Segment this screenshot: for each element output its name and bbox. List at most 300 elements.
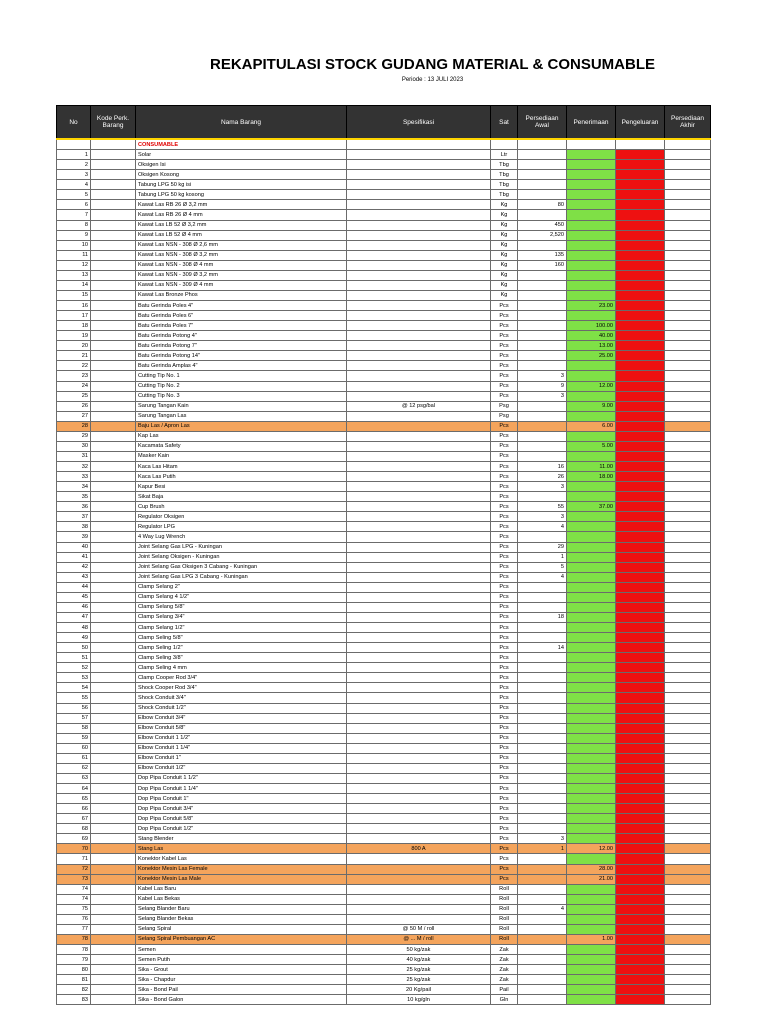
cell-persediaan-awal: 3 xyxy=(518,834,567,844)
cell-kode xyxy=(91,250,136,260)
cell-pengeluaran xyxy=(616,602,665,612)
cell-penerimaan xyxy=(567,723,616,733)
cell-sat: Pcs xyxy=(491,331,518,341)
cell-pengeluaran xyxy=(616,663,665,673)
cell-spesifikasi xyxy=(347,250,491,260)
cell-kode xyxy=(91,492,136,502)
cell-no: 82 xyxy=(57,985,91,995)
cell-spesifikasi xyxy=(347,270,491,280)
cell-persediaan-akhir xyxy=(665,592,711,602)
cell-kode xyxy=(91,914,136,924)
cell-no: 60 xyxy=(57,743,91,753)
cell-pengeluaran xyxy=(616,733,665,743)
table-row xyxy=(57,502,711,512)
cell-spesifikasi xyxy=(347,240,491,250)
cell-sat: Pcs xyxy=(491,612,518,622)
cell-persediaan-akhir xyxy=(665,673,711,683)
cell-kode xyxy=(91,411,136,421)
cell-persediaan-awal xyxy=(518,894,567,904)
cell-no: 8 xyxy=(57,220,91,230)
report-title: REKAPITULASI STOCK GUDANG MATERIAL & CONSUMABLE xyxy=(209,56,655,73)
cell-spesifikasi xyxy=(347,894,491,904)
cell-kode xyxy=(91,331,136,341)
cell-sat: Pcs xyxy=(491,703,518,713)
cell-persediaan-akhir xyxy=(665,985,711,995)
cell-nama-barang: Shock Conduit 3/4" xyxy=(136,693,347,703)
cell-pengeluaran xyxy=(616,532,665,542)
cell-persediaan-akhir xyxy=(665,280,711,290)
cell-persediaan-awal: 1 xyxy=(518,844,567,854)
cell-nama-barang: Joint Selang Oksigen - Kuningan xyxy=(136,552,347,562)
cell-sat: Pcs xyxy=(491,784,518,794)
cell-pengeluaran xyxy=(616,492,665,502)
cell-pengeluaran xyxy=(616,612,665,622)
cell-spesifikasi xyxy=(347,180,491,190)
cell-spesifikasi xyxy=(347,784,491,794)
cell-persediaan-akhir xyxy=(665,341,711,351)
cell-sat: Roll xyxy=(491,914,518,924)
cell-sat: Pcs xyxy=(491,693,518,703)
table-row xyxy=(57,301,711,311)
cell-pengeluaran xyxy=(616,673,665,683)
table-row xyxy=(57,210,711,220)
cell-persediaan-akhir xyxy=(665,562,711,572)
cell-pengeluaran xyxy=(616,462,665,472)
cell-nama-barang: Kaca Las Hitam xyxy=(136,462,347,472)
cell-persediaan-akhir xyxy=(665,441,711,451)
cell-no: 74 xyxy=(57,894,91,904)
cell-penerimaan xyxy=(567,894,616,904)
cell-penerimaan: 37.00 xyxy=(567,502,616,512)
cell-no: 47 xyxy=(57,612,91,622)
cell-no: 35 xyxy=(57,492,91,502)
cell-persediaan-akhir xyxy=(665,653,711,663)
cell-penerimaan xyxy=(567,592,616,602)
cell-nama-barang: Cutting Tip No. 3 xyxy=(136,391,347,401)
cell-sat: Pcs xyxy=(491,602,518,612)
cell-no: 57 xyxy=(57,713,91,723)
cell-nama-barang: Cutting Tip No. 2 xyxy=(136,381,347,391)
cell-no: 25 xyxy=(57,391,91,401)
cell-persediaan-awal: 4 xyxy=(518,522,567,532)
col-header-nama: Nama Barang xyxy=(136,106,347,140)
cell-no: 31 xyxy=(57,451,91,461)
cell-sat: Pcs xyxy=(491,874,518,884)
cell-persediaan-akhir xyxy=(665,713,711,723)
cell-kode xyxy=(91,311,136,321)
table-body xyxy=(57,139,711,1005)
cell-persediaan-awal: 16 xyxy=(518,462,567,472)
table-row xyxy=(57,451,711,461)
cell-persediaan-awal xyxy=(518,743,567,753)
cell-pengeluaran xyxy=(616,894,665,904)
cell-pengeluaran xyxy=(616,502,665,512)
cell-penerimaan: 28.00 xyxy=(567,864,616,874)
cell-pengeluaran xyxy=(616,693,665,703)
cell-no: 71 xyxy=(57,854,91,864)
section-row xyxy=(57,139,711,150)
cell-spesifikasi xyxy=(347,351,491,361)
cell-nama-barang: Clamp Seling 4 mm xyxy=(136,663,347,673)
cell-spesifikasi xyxy=(347,431,491,441)
cell-sat: Pcs xyxy=(491,854,518,864)
cell-nama-barang: Semen Putih xyxy=(136,955,347,965)
cell-pengeluaran xyxy=(616,723,665,733)
table-row xyxy=(57,834,711,844)
cell-persediaan-akhir xyxy=(665,321,711,331)
cell-persediaan-awal xyxy=(518,683,567,693)
cell-nama-barang: Sika - Chapdur xyxy=(136,975,347,985)
cell-no: 66 xyxy=(57,804,91,814)
cell-no: 4 xyxy=(57,180,91,190)
cell-no: 77 xyxy=(57,924,91,934)
cell-nama-barang: Kaca Las Putih xyxy=(136,472,347,482)
stock-table xyxy=(56,105,711,1005)
cell-penerimaan xyxy=(567,512,616,522)
cell-nama-barang: Elbow Conduit 1" xyxy=(136,753,347,763)
cell-nama-barang: Kawat Las NSN - 309 Ø 3,2 mm xyxy=(136,270,347,280)
cell-nama-barang: Sarung Tangan Kain xyxy=(136,401,347,411)
cell-spesifikasi xyxy=(347,522,491,532)
cell-penerimaan xyxy=(567,170,616,180)
cell-kode xyxy=(91,150,136,160)
cell-nama-barang: Kawat Las NSN - 309 Ø 4 mm xyxy=(136,280,347,290)
cell-spesifikasi xyxy=(347,170,491,180)
cell-persediaan-akhir xyxy=(665,230,711,240)
cell-persediaan-awal: 3 xyxy=(518,371,567,381)
cell-nama-barang: Sarung Tangan Las xyxy=(136,411,347,421)
table-header-row xyxy=(57,106,711,140)
cell-spesifikasi xyxy=(347,643,491,653)
cell-pengeluaran xyxy=(616,633,665,643)
cell-spesifikasi xyxy=(347,623,491,633)
cell-persediaan-akhir xyxy=(665,743,711,753)
table-row xyxy=(57,884,711,894)
cell-sat: Pcs xyxy=(491,683,518,693)
cell-sat: Pcs xyxy=(491,482,518,492)
cell-spesifikasi xyxy=(347,763,491,773)
cell-nama-barang: Clamp Selang 2" xyxy=(136,582,347,592)
cell-nama-barang: Shock Conduit 1/2" xyxy=(136,703,347,713)
cell-pengeluaran xyxy=(616,874,665,884)
cell-no: 32 xyxy=(57,462,91,472)
cell-pengeluaran xyxy=(616,934,665,944)
cell-pengeluaran xyxy=(616,451,665,461)
cell-nama-barang: 4 Way Lug Wrench xyxy=(136,532,347,542)
cell-pengeluaran xyxy=(616,361,665,371)
cell-penerimaan xyxy=(567,985,616,995)
cell-spesifikasi xyxy=(347,633,491,643)
cell-penerimaan: 21.00 xyxy=(567,874,616,884)
cell-pengeluaran xyxy=(616,522,665,532)
cell-sat: Kg xyxy=(491,260,518,270)
cell-sat: Ltr xyxy=(491,150,518,160)
cell-sat: Kg xyxy=(491,230,518,240)
cell-sat: Pcs xyxy=(491,623,518,633)
table-row xyxy=(57,592,711,602)
cell-penerimaan xyxy=(567,924,616,934)
cell-persediaan-akhir xyxy=(665,894,711,904)
cell-spesifikasi xyxy=(347,713,491,723)
cell-spesifikasi xyxy=(347,160,491,170)
cell-nama-barang: Oksigen Isi xyxy=(136,160,347,170)
cell-kode xyxy=(91,985,136,995)
cell-persediaan-awal: 18 xyxy=(518,612,567,622)
cell-no: 80 xyxy=(57,965,91,975)
cell-kode xyxy=(91,834,136,844)
cell-no: 49 xyxy=(57,633,91,643)
cell-persediaan-akhir xyxy=(665,834,711,844)
cell-persediaan-awal: 1 xyxy=(518,552,567,562)
table-row xyxy=(57,250,711,260)
table-row xyxy=(57,995,711,1005)
cell-no: 33 xyxy=(57,472,91,482)
cell-no: 62 xyxy=(57,763,91,773)
cell-penerimaan xyxy=(567,965,616,975)
table-row xyxy=(57,280,711,290)
cell-persediaan-akhir xyxy=(665,361,711,371)
cell-sat: Zak xyxy=(491,975,518,985)
cell-persediaan-akhir xyxy=(665,854,711,864)
cell-no: 39 xyxy=(57,532,91,542)
cell-nama-barang: Clamp Selang 5/8" xyxy=(136,602,347,612)
cell-penerimaan xyxy=(567,361,616,371)
cell-penerimaan xyxy=(567,160,616,170)
col-header-awal: Persediaan Awal xyxy=(518,106,567,140)
cell-nama-barang: Stang Las xyxy=(136,844,347,854)
table-row xyxy=(57,542,711,552)
cell-no: 67 xyxy=(57,814,91,824)
cell-pengeluaran xyxy=(616,311,665,321)
cell-nama-barang: Batu Gerinda Poles 6" xyxy=(136,311,347,321)
cell-penerimaan xyxy=(567,773,616,783)
cell-spesifikasi xyxy=(347,723,491,733)
cell-no: 17 xyxy=(57,311,91,321)
cell-spesifikasi xyxy=(347,743,491,753)
table-row xyxy=(57,562,711,572)
table-row xyxy=(57,472,711,482)
cell-persediaan-awal: 55 xyxy=(518,502,567,512)
table-row xyxy=(57,904,711,914)
cell-penerimaan xyxy=(567,280,616,290)
cell-spesifikasi xyxy=(347,200,491,210)
cell-persediaan-awal xyxy=(518,733,567,743)
cell-penerimaan: 6.00 xyxy=(567,421,616,431)
table-row xyxy=(57,401,711,411)
cell-kode xyxy=(91,763,136,773)
cell-persediaan-akhir xyxy=(665,401,711,411)
cell-persediaan-awal xyxy=(518,321,567,331)
cell-persediaan-awal xyxy=(518,824,567,834)
cell-sat: Pcs xyxy=(491,743,518,753)
cell-spesifikasi xyxy=(347,602,491,612)
table-row xyxy=(57,975,711,985)
cell-spesifikasi xyxy=(347,733,491,743)
cell-sat: Psg xyxy=(491,401,518,411)
cell-kode xyxy=(91,965,136,975)
cell-persediaan-awal xyxy=(518,773,567,783)
cell-no: 23 xyxy=(57,371,91,381)
cell-pengeluaran xyxy=(616,643,665,653)
col-header-no: No xyxy=(57,106,91,140)
cell-persediaan-akhir xyxy=(665,220,711,230)
cell-nama-barang: Dop Pipa Conduit 1 1/2" xyxy=(136,773,347,783)
cell-nama-barang: Tabung LPG 50 kg kosong xyxy=(136,190,347,200)
cell-kode xyxy=(91,220,136,230)
cell-penerimaan xyxy=(567,804,616,814)
cell-penerimaan xyxy=(567,492,616,502)
cell-kode xyxy=(91,361,136,371)
cell-kode xyxy=(91,713,136,723)
cell-persediaan-akhir xyxy=(665,411,711,421)
cell-kode xyxy=(91,290,136,300)
cell-no: 55 xyxy=(57,693,91,703)
cell-persediaan-awal xyxy=(518,623,567,633)
cell-penerimaan xyxy=(567,180,616,190)
cell-kode xyxy=(91,804,136,814)
cell-sat: Pcs xyxy=(491,814,518,824)
cell-sat: Pcs xyxy=(491,653,518,663)
cell-kode xyxy=(91,673,136,683)
cell-no: 30 xyxy=(57,441,91,451)
cell-sat: Roll xyxy=(491,894,518,904)
cell-pengeluaran xyxy=(616,582,665,592)
table-row xyxy=(57,462,711,472)
cell-nama-barang: Clamp Seling 5/8" xyxy=(136,633,347,643)
col-header-pengeluaran: Pengeluaran xyxy=(616,106,665,140)
table-row xyxy=(57,260,711,270)
cell-pengeluaran xyxy=(616,562,665,572)
cell-pengeluaran xyxy=(616,975,665,985)
cell-penerimaan xyxy=(567,582,616,592)
cell-pengeluaran xyxy=(616,401,665,411)
cell-nama-barang: Batu Gerinda Poles 7" xyxy=(136,321,347,331)
cell-spesifikasi xyxy=(347,824,491,834)
cell-sat: Pcs xyxy=(491,804,518,814)
cell-penerimaan xyxy=(567,643,616,653)
cell-no: 83 xyxy=(57,995,91,1005)
cell-spesifikasi xyxy=(347,663,491,673)
cell-no: 3 xyxy=(57,170,91,180)
cell-pengeluaran xyxy=(616,280,665,290)
cell-spesifikasi xyxy=(347,260,491,270)
cell-persediaan-akhir xyxy=(665,763,711,773)
cell-spesifikasi xyxy=(347,451,491,461)
cell-persediaan-awal xyxy=(518,421,567,431)
cell-persediaan-akhir xyxy=(665,643,711,653)
cell-nama-barang: Selang Blander Bekas xyxy=(136,914,347,924)
cell-persediaan-akhir xyxy=(665,904,711,914)
cell-penerimaan xyxy=(567,683,616,693)
table-row xyxy=(57,180,711,190)
cell-persediaan-akhir xyxy=(665,723,711,733)
cell-penerimaan xyxy=(567,572,616,582)
cell-spesifikasi xyxy=(347,542,491,552)
cell-penerimaan xyxy=(567,955,616,965)
cell-sat: Pcs xyxy=(491,753,518,763)
cell-persediaan-akhir xyxy=(665,703,711,713)
cell-sat: Pcs xyxy=(491,472,518,482)
cell-sat: Zak xyxy=(491,945,518,955)
cell-spesifikasi xyxy=(347,421,491,431)
cell-penerimaan xyxy=(567,713,616,723)
cell-persediaan-awal xyxy=(518,663,567,673)
cell-no: 74 xyxy=(57,884,91,894)
cell-spesifikasi xyxy=(347,703,491,713)
cell-sat: Pcs xyxy=(491,582,518,592)
cell-no: 15 xyxy=(57,290,91,300)
cell-spesifikasi: 10 kg/gln xyxy=(347,995,491,1005)
cell-no: 65 xyxy=(57,794,91,804)
report-period: Periode : 13 JULI 2023 xyxy=(401,77,464,83)
cell-persediaan-akhir xyxy=(665,532,711,542)
cell-kode xyxy=(91,321,136,331)
cell-sat: Pcs xyxy=(491,733,518,743)
cell-no: 16 xyxy=(57,301,91,311)
cell-pengeluaran xyxy=(616,743,665,753)
table-row xyxy=(57,693,711,703)
cell-kode xyxy=(91,280,136,290)
table-row xyxy=(57,814,711,824)
cell-pengeluaran xyxy=(616,351,665,361)
cell-persediaan-akhir xyxy=(665,260,711,270)
cell-persediaan-awal: 29 xyxy=(518,542,567,552)
cell-pengeluaran xyxy=(616,180,665,190)
cell-nama-barang: Dop Pipa Conduit 5/8" xyxy=(136,814,347,824)
cell-no: 10 xyxy=(57,240,91,250)
table-row xyxy=(57,572,711,582)
cell-sat: Tbg xyxy=(491,170,518,180)
cell-nama-barang: Baju Las / Apron Las xyxy=(136,421,347,431)
table-row xyxy=(57,924,711,934)
cell-persediaan-awal: 3 xyxy=(518,391,567,401)
cell-penerimaan xyxy=(567,904,616,914)
cell-persediaan-akhir xyxy=(665,311,711,321)
cell-no: 72 xyxy=(57,864,91,874)
cell-spesifikasi: 25 kg/zak xyxy=(347,975,491,985)
cell-spesifikasi xyxy=(347,612,491,622)
cell-penerimaan: 12.00 xyxy=(567,381,616,391)
cell-persediaan-awal xyxy=(518,532,567,542)
cell-kode xyxy=(91,170,136,180)
cell-sat: Pcs xyxy=(491,592,518,602)
cell-persediaan-awal xyxy=(518,653,567,663)
table-row xyxy=(57,673,711,683)
table-row xyxy=(57,844,711,854)
cell-no: 21 xyxy=(57,351,91,361)
cell-no: 61 xyxy=(57,753,91,763)
cell-persediaan-awal xyxy=(518,341,567,351)
cell-spesifikasi xyxy=(347,753,491,763)
table-row xyxy=(57,421,711,431)
cell-no: 64 xyxy=(57,784,91,794)
cell-kode xyxy=(91,794,136,804)
cell-spesifikasi xyxy=(347,220,491,230)
cell-pengeluaran xyxy=(616,482,665,492)
cell-penerimaan: 13.00 xyxy=(567,341,616,351)
cell-sat: Pcs xyxy=(491,321,518,331)
cell-spesifikasi xyxy=(347,693,491,703)
cell-nama-barang: Shock Cooper Rod 3/4" xyxy=(136,683,347,693)
cell-penerimaan xyxy=(567,784,616,794)
cell-pengeluaran xyxy=(616,985,665,995)
cell-no: 24 xyxy=(57,381,91,391)
cell-no: 5 xyxy=(57,190,91,200)
cell-nama-barang: Kacamata Safety xyxy=(136,441,347,451)
cell-pengeluaran xyxy=(616,864,665,874)
cell-nama-barang: Kapur Besi xyxy=(136,482,347,492)
cell-sat: Kg xyxy=(491,290,518,300)
